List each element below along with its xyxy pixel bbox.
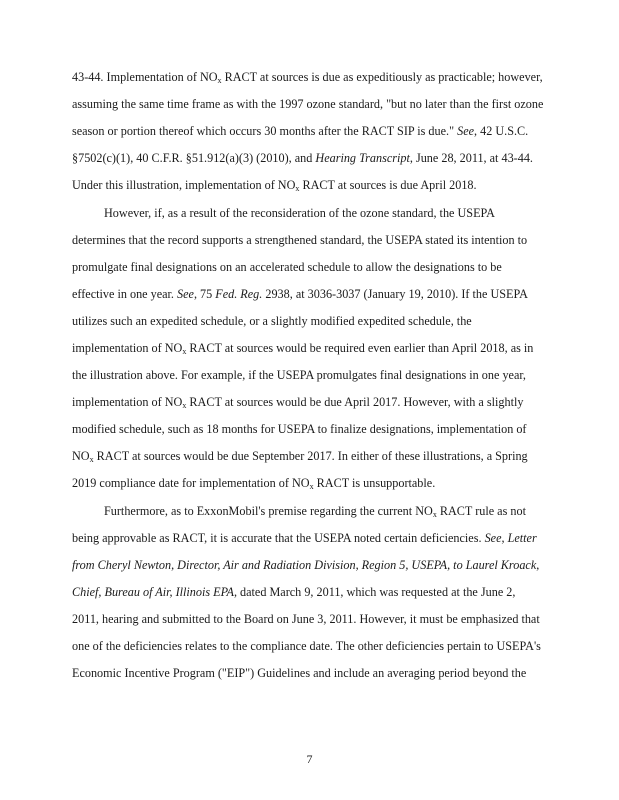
text-segment: See (457, 124, 475, 138)
text-segment: one of the deficiencies relates to the compliance date. The other deficiencies pertain to USEPA's (72, 639, 541, 653)
text-line (72, 504, 546, 522)
text-segment: effective in one year. (72, 287, 178, 301)
text-segment: x (89, 455, 94, 464)
text-segment: Furthermore, as to ExxonMobil's premise regarding the current NO (104, 504, 433, 518)
text-segment: , 42 U.S.C. (474, 124, 529, 138)
text-line (72, 422, 546, 436)
text-segment: x (182, 347, 187, 356)
text-segment: utilizes such an expedited schedule, or a slightly modified expedited schedule, the (72, 314, 472, 328)
text-segment: x (295, 184, 300, 193)
text-segment: RACT at sources would be due September 2017. In either of these illustrations, a Spring (93, 449, 528, 463)
text-line (72, 97, 546, 111)
text-line (72, 341, 546, 359)
text-line (72, 585, 546, 599)
text-segment: from Cheryl Newton, Director, Air and Radiation Division, Region 5, USEPA, to Laurel Kroack, (72, 558, 540, 572)
text-line (72, 287, 546, 301)
text-segment: RACT rule as not (436, 504, 526, 518)
text-segment: RACT at sources would be required even earlier than April 2018, as in (186, 341, 534, 355)
text-line (72, 178, 546, 196)
text-segment: However, if, as a result of the reconsideration of the ozone standard, the USEPA (104, 206, 495, 220)
text-segment: promulgate final designations on an accelerated schedule to allow the designations to be (72, 260, 502, 274)
text-line (72, 639, 546, 653)
text-segment: being approvable as RACT, it is accurate that the USEPA noted certain deficiencies. (72, 531, 485, 545)
text-segment: Hearing Transcript (315, 151, 410, 165)
text-segment: 2019 compliance date for implementation of NO (72, 476, 310, 490)
text-line (72, 395, 546, 413)
text-segment: Chief, Bureau of Air, Illinois EPA (72, 585, 234, 599)
text-segment: the illustration above. For example, if the USEPA promulgates final designations in one year, (72, 368, 526, 382)
text-line (72, 314, 546, 328)
text-line (72, 124, 546, 138)
text-segment: x (309, 482, 314, 491)
text-line (72, 151, 546, 165)
text-segment: RACT at sources is due as expeditiously as practicable; however, (221, 70, 543, 84)
text-line (72, 70, 546, 88)
text-segment: implementation of NO (72, 395, 183, 409)
text-line (72, 666, 546, 680)
text-line (72, 612, 546, 626)
text-segment: determines that the record supports a strengthened standard, the USEPA stated its intention to (72, 233, 528, 247)
text-segment: x (182, 401, 187, 410)
text-line (72, 233, 546, 247)
text-line (72, 476, 546, 494)
text-segment: , dated March 9, 2011, which was requested at the June 2, (233, 585, 516, 599)
text-segment: 2938, at 3036-3037 (January 19, 2010). If the USEPA (262, 287, 528, 301)
text-line (72, 368, 546, 382)
text-segment: , 75 (193, 287, 216, 301)
text-line (72, 449, 546, 467)
text-segment: RACT at sources is due April 2018. (299, 178, 477, 192)
text-line (72, 260, 546, 274)
text-segment: x (217, 76, 222, 85)
text-segment: Economic Incentive Program ("EIP") Guidelines and include an averaging period beyond the (72, 666, 527, 680)
text-segment: 2011, hearing and submitted to the Board on June 3, 2011. However, it must be emphasized that (72, 612, 540, 626)
text-segment: x (432, 510, 437, 519)
text-segment: , June 28, 2011, at 43-44. (409, 151, 533, 165)
text-segment: RACT at sources would be due April 2017. However, with a slightly (186, 395, 524, 409)
text-segment: season or portion thereof which occurs 30 months after the RACT SIP is due." (72, 124, 458, 138)
text-segment: Fed. Reg. (215, 287, 263, 301)
text-segment: assuming the same time frame as with the 1997 ozone standard, "but no later than the first ozone (72, 97, 544, 111)
text-line (72, 206, 546, 220)
text-segment: See, Letter (484, 531, 537, 545)
text-segment: modified schedule, such as 18 months for USEPA to finalize designations, implementation of (72, 422, 527, 436)
text-line (72, 558, 546, 572)
text-segment: Under this illustration, implementation of NO (72, 178, 296, 192)
text-line (72, 531, 546, 545)
text-segment: RACT is unsupportable. (313, 476, 436, 490)
text-segment: See (177, 287, 194, 301)
text-segment: implementation of NO (72, 341, 183, 355)
text-segment: §7502(c)(1), 40 C.F.R. §51.912(a)(3) (2010), and (72, 151, 316, 165)
page-number: 7 (306, 752, 313, 766)
text-segment: NO (72, 449, 90, 463)
text-segment: 43-44. Implementation of NO (72, 70, 218, 84)
